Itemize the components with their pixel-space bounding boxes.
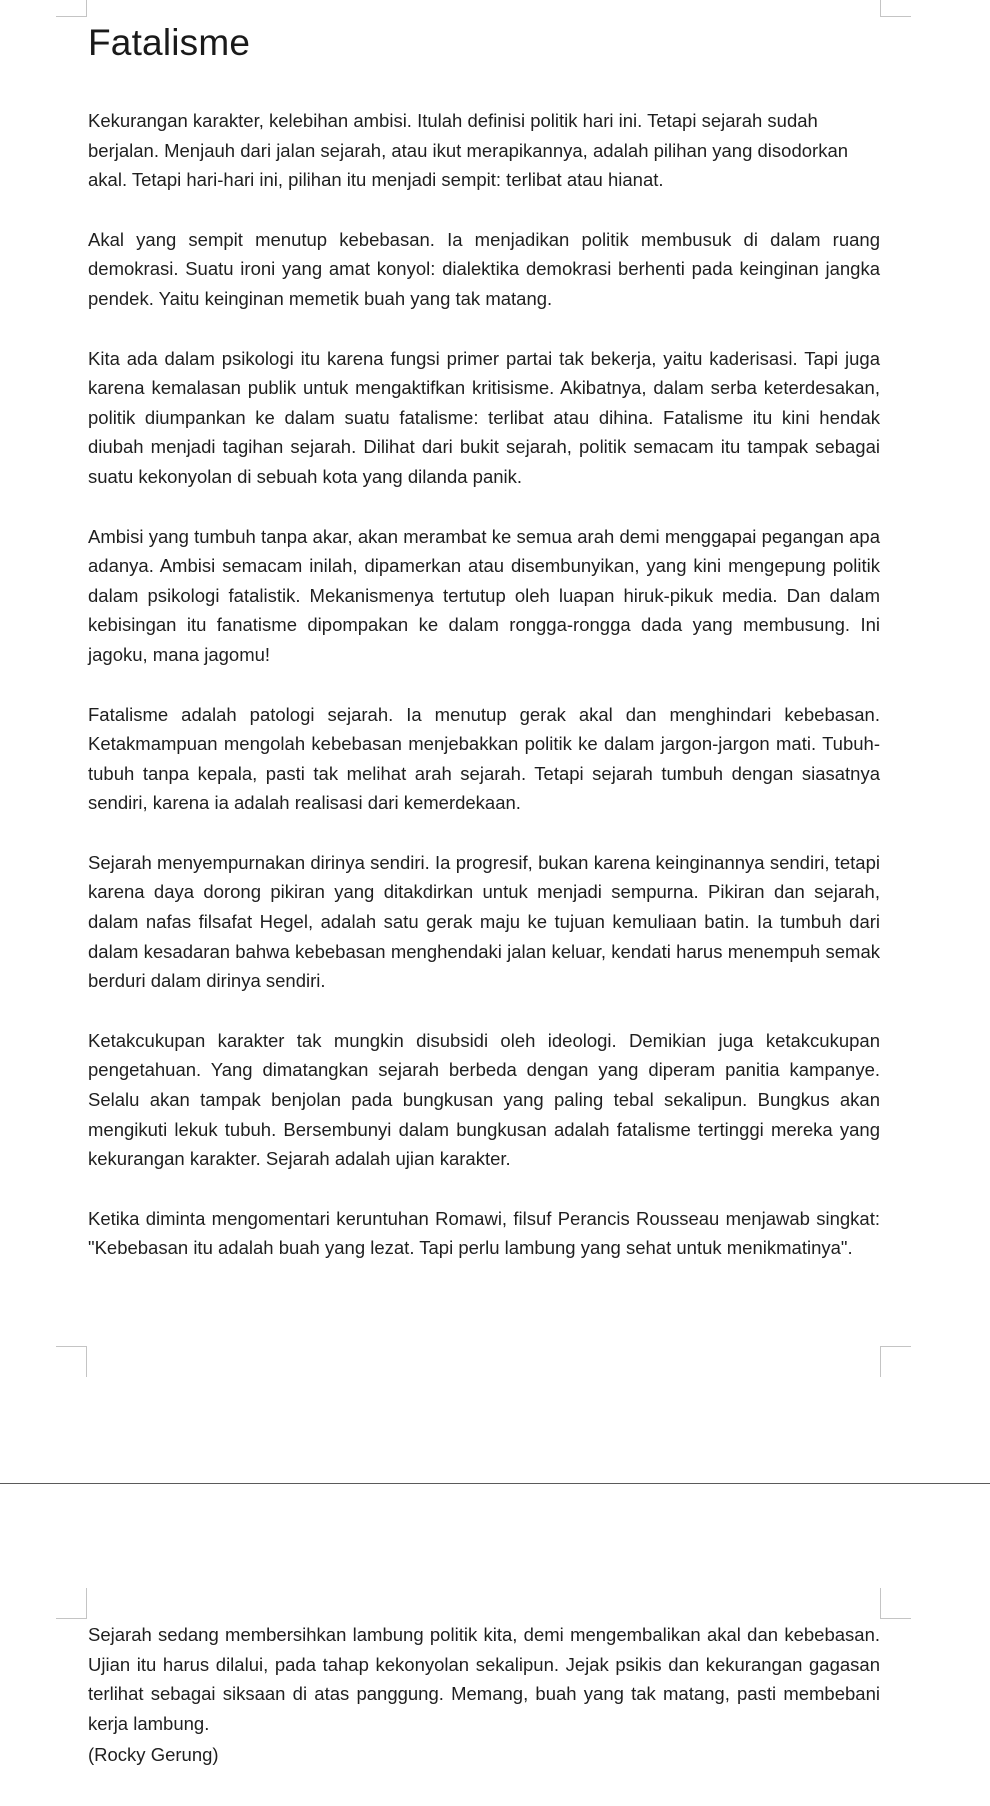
paragraph-8: Ketika diminta mengomentari keruntuhan Romawi, filsuf Perancis Rousseau menjawab singkat: "Kebebasan itu adalah buah yang lezat. Tapi perlu lambung yang sehat untuk menikmatinya".	[88, 1207, 880, 1259]
paragraph-9: Sejarah sedang membersihkan lambung politik kita, demi mengembalikan akal dan kebebasan. Ujian itu harus dilalui, pada tahap kekonyolan sekalipun. Jejak psikis dan kekurangan gagasan terlihat sebagai siksaan di atas panggung. Memang, buah yang tak matang, pasti membebani kerja lambung.	[88, 1624, 880, 1734]
paragraph-7: Ketakcukupan karakter tak mungkin disubsidi oleh ideologi. Demikian juga ketakcukupan pengetahuan. Yang dimatangkan sejarah berbeda dengan yang diperam panitia kampanye. Selalu akan tampak benjolan pada bungkusan yang paling tebal sekalipun. Bungkus akan mengikuti lekuk tubuh. Bersembunyi dalam bungkusan adalah fatalisme tertinggi mereka yang kekurangan karakter. Sejarah adalah ujian karakter.	[88, 1029, 880, 1170]
paragraph-1: Kekurangan karakter, kelebihan ambisi. Itulah definisi politik hari ini. Tetapi sejarah sudah berjalan. Menjauh dari jalan sejarah, atau ikut merapikannya, adalah pilihan yang disodorkan akal. Tetapi hari-hari ini, pilihan itu menjadi sempit: terlibat atau hianat.	[88, 110, 849, 191]
crop-mark-page2-top-right	[880, 1588, 911, 1619]
crop-mark-bottom-left	[56, 1346, 87, 1377]
crop-mark-page2-top-left	[56, 1588, 87, 1619]
document-page-2	[0, 1484, 990, 1806]
crop-mark-top-left	[56, 0, 87, 17]
paragraph-2: Akal yang sempit menutup kebebasan. Ia menjadikan politik membusuk di dalam ruang demokrasi. Suatu ironi yang amat konyol: dialektika demokrasi berhenti pada keinginan jangka pendek. Yaitu keinginan memetik buah yang tak matang.	[88, 228, 880, 309]
paragraph-5: Fatalisme adalah patologi sejarah. Ia menutup gerak akal dan menghindari kebebasan. Ketakmampuan mengolah kebebasan menjebakkan politik ke dalam jargon-jargon mati. Tubuh-tubuh tanpa kepala, pasti tak melihat arah sejarah. Tetapi sejarah tumbuh dengan siasatnya sendiri, karena ia adalah realisasi dari kemerdekaan.	[88, 703, 880, 814]
document-title: Fatalisme	[88, 22, 251, 63]
paragraph-3: Kita ada dalam psikologi itu karena fungsi primer partai tak bekerja, yaitu kaderisasi. Tapi juga karena kemalasan publik untuk mengaktifkan kritisisme. Akibatnya, dalam serba keterdesakan, politik diumpankan ke dalam suatu fatalisme: terlibat atau dihina. Fatalisme itu kini hendak diubah menjadi tagihan sejarah. Dilihat dari bukit sejarah, politik semacam itu tampak sebagai suatu kekonyolan di sebuah kota yang dilanda panik.	[88, 347, 880, 487]
document-body-page-1	[88, 106, 880, 1293]
author-signature: (Rocky Gerung)	[88, 1744, 219, 1766]
document-body-page-2	[88, 1620, 880, 1770]
crop-mark-top-right	[880, 0, 911, 17]
paragraph-4: Ambisi yang tumbuh tanpa akar, akan merambat ke semua arah demi menggapai pegangan apa adanya. Ambisi semacam inilah, dipamerkan atau disembunyikan, yang kini mengepung politik dalam psikologi fatalistik. Mekanismenya tertutup oleh luapan hiruk-pikuk media. Dan dalam kebisingan itu fanatisme dipompakan ke dalam rongga-rongga dada yang membusung. Ini jagoku, mana jagomu!	[88, 525, 880, 665]
crop-mark-bottom-right	[880, 1346, 911, 1377]
paragraph-6: Sejarah menyempurnakan dirinya sendiri. Ia progresif, bukan karena keinginannya sendiri, tetapi karena daya dorong pikiran yang ditakdirkan untuk menjadi sempurna. Pikiran dan sejarah, dalam nafas filsafat Hegel, adalah satu gerak maju ke tujuan kemuliaan batin. Ia tumbuh dari dalam kesadaran bahwa kebebasan menghendaki jalan keluar, kendati harus menempuh semak berduri dalam dirinya sendiri.	[88, 851, 880, 992]
